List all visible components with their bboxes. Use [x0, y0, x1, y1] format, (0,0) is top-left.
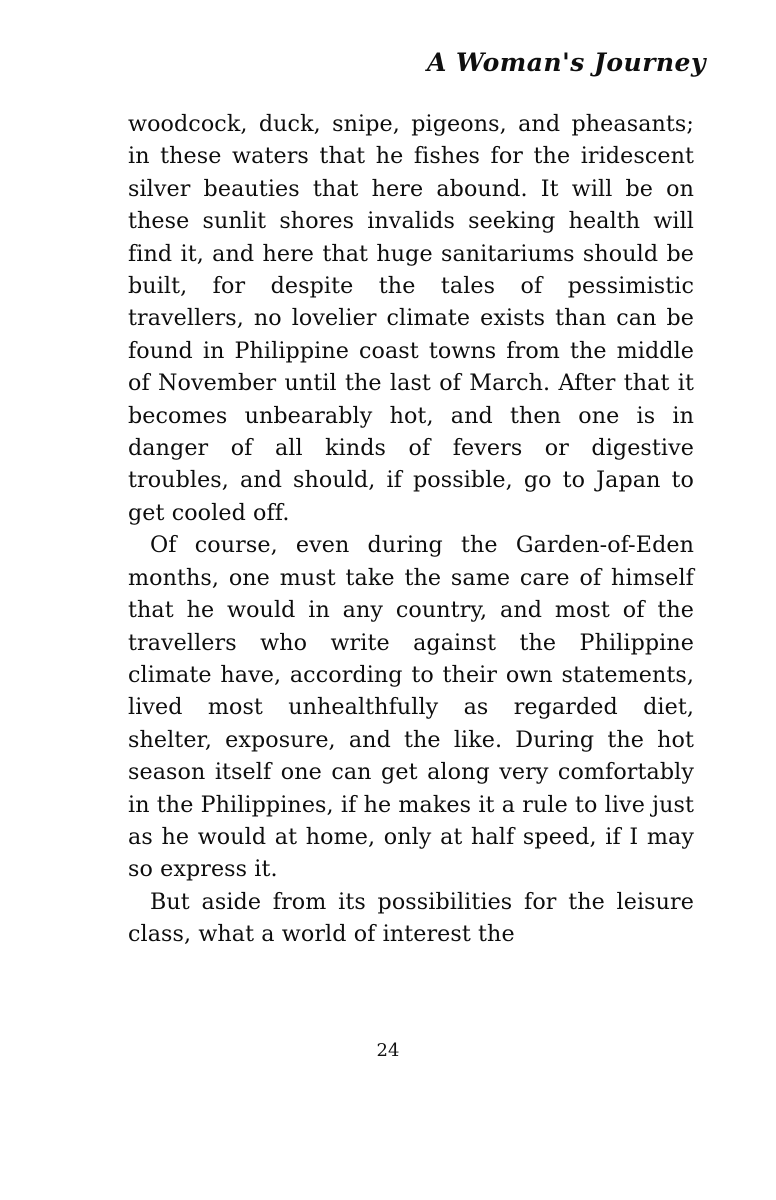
paragraph: But aside from its possibilities for the leisure class, what a world of interest the — [128, 888, 694, 948]
page-body-text — [128, 108, 694, 951]
page-number: 24 — [376, 1040, 400, 1061]
paragraph: woodcock, duck, snipe, pigeons, and pheasants; in these waters that he fishes for the iridescent silver beauties that here abound. It will be on these sunlit shores invalids seeking health will find it, and here that huge sanitariums should be built, for despite the tales of pessimistic travellers, no lovelier climate exists than can be found in Philippine coast towns from the middle of November until the last of March. After that it becomes unbearably hot, and then one is in danger of all kinds of fevers or digestive troubles, and should, if possible, go to Japan to get cooled off. — [128, 111, 694, 526]
paragraph: Of course, even during the Garden-of-Eden months, one must take the same care of himself that he would in any country, and most of the travellers who write against the Philippine climate have, according to their own statements, lived most unhealthfully as regarded diet, shelter, exposure, and the like. During the hot season itself one can get along very comfortably in the Philippines, if he makes it a rule to live just as he would at home, only at half speed, if I may so express it. — [128, 532, 694, 883]
running-head-title: A Woman's Journey — [426, 48, 706, 77]
